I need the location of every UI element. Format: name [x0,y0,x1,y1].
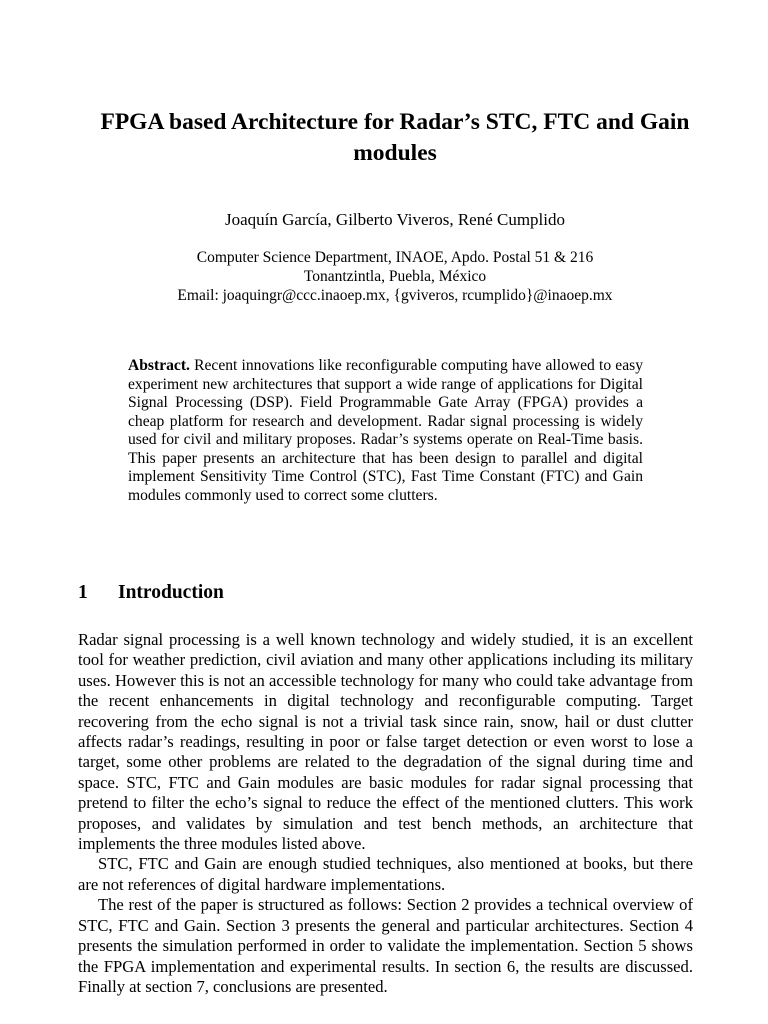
section-heading-introduction [78,581,224,605]
section-title: Introduction [118,582,224,603]
affiliation-email: Email: joaquingr@ccc.inaoep.mx, {gviveros, rcumplido}@inaoep.mx [177,286,613,304]
paragraph: STC, FTC and Gain are enough studied techniques, also mentioned at books, but there are not references of digital hardware implementations. [78,854,693,894]
abstract-label: Abstract. [128,357,190,374]
affiliation-location: Tonantzintla, Puebla, México [303,267,487,285]
paper-title: FPGA based Architecture for Radar’s STC, FTC and Gain modules [100,109,690,166]
paragraph: The rest of the paper is structured as follows: Section 2 provides a technical overview of STC, FTC and Gain. Section 3 presents the general and particular architectures. Section 4 presents the simulation performed in order to validate the implementation. Section 5 shows the FPGA implementation and experimental results. In section 6, the results are discussed. Finally at section 7, conclusions are presented. [78,895,693,996]
affiliation-department: Computer Science Department, INAOE, Apdo. Postal 51 & 216 [196,249,594,266]
section-number: 1 [78,582,88,603]
abstract-block [128,357,643,505]
author-list: Joaquín García, Gilberto Viveros, René Cumplido [224,210,566,229]
paragraph: Radar signal processing is a well known technology and widely studied, it is an excellent tool for weather prediction, civil aviation and many other applications including its military uses. However this is not an accessible technology for many who could take advantage from the recent enhancements in digital technology and reconfigurable computing. Target recovering from the echo signal is not a trivial task since rain, snow, hail or dust clutter affects radar’s readings, resulting in poor or false target detection or even worst to lose a target, some other problems are related to the degradation of the signal during time and space. STC, FTC and Gain modules are basic modules for radar signal processing that pretend to filter the echo’s signal to reduce the effect of the mentioned clutters. This work proposes, and validates by simulation and test bench methods, an architecture that implements the three modules listed above. [78,630,693,854]
affiliation-block [90,249,700,305]
introduction-body [78,630,693,997]
abstract-text: Recent innovations like reconfigurable computing have allowed to easy experiment new architectures that support a wide range of applications for Digital Signal Processing (DSP). Field Programmable Gate Array (FPGA) provides a cheap platform for research and development. Radar signal processing is widely used for civil and military proposes. Radar’s systems operate on Real-Time basis. This paper presents an architecture that has been design to parallel and digital implement Sensitivity Time Control (STC), Fast Time Constant (FTC) and Gain modules commonly used to correct some clutters. [128,357,643,504]
